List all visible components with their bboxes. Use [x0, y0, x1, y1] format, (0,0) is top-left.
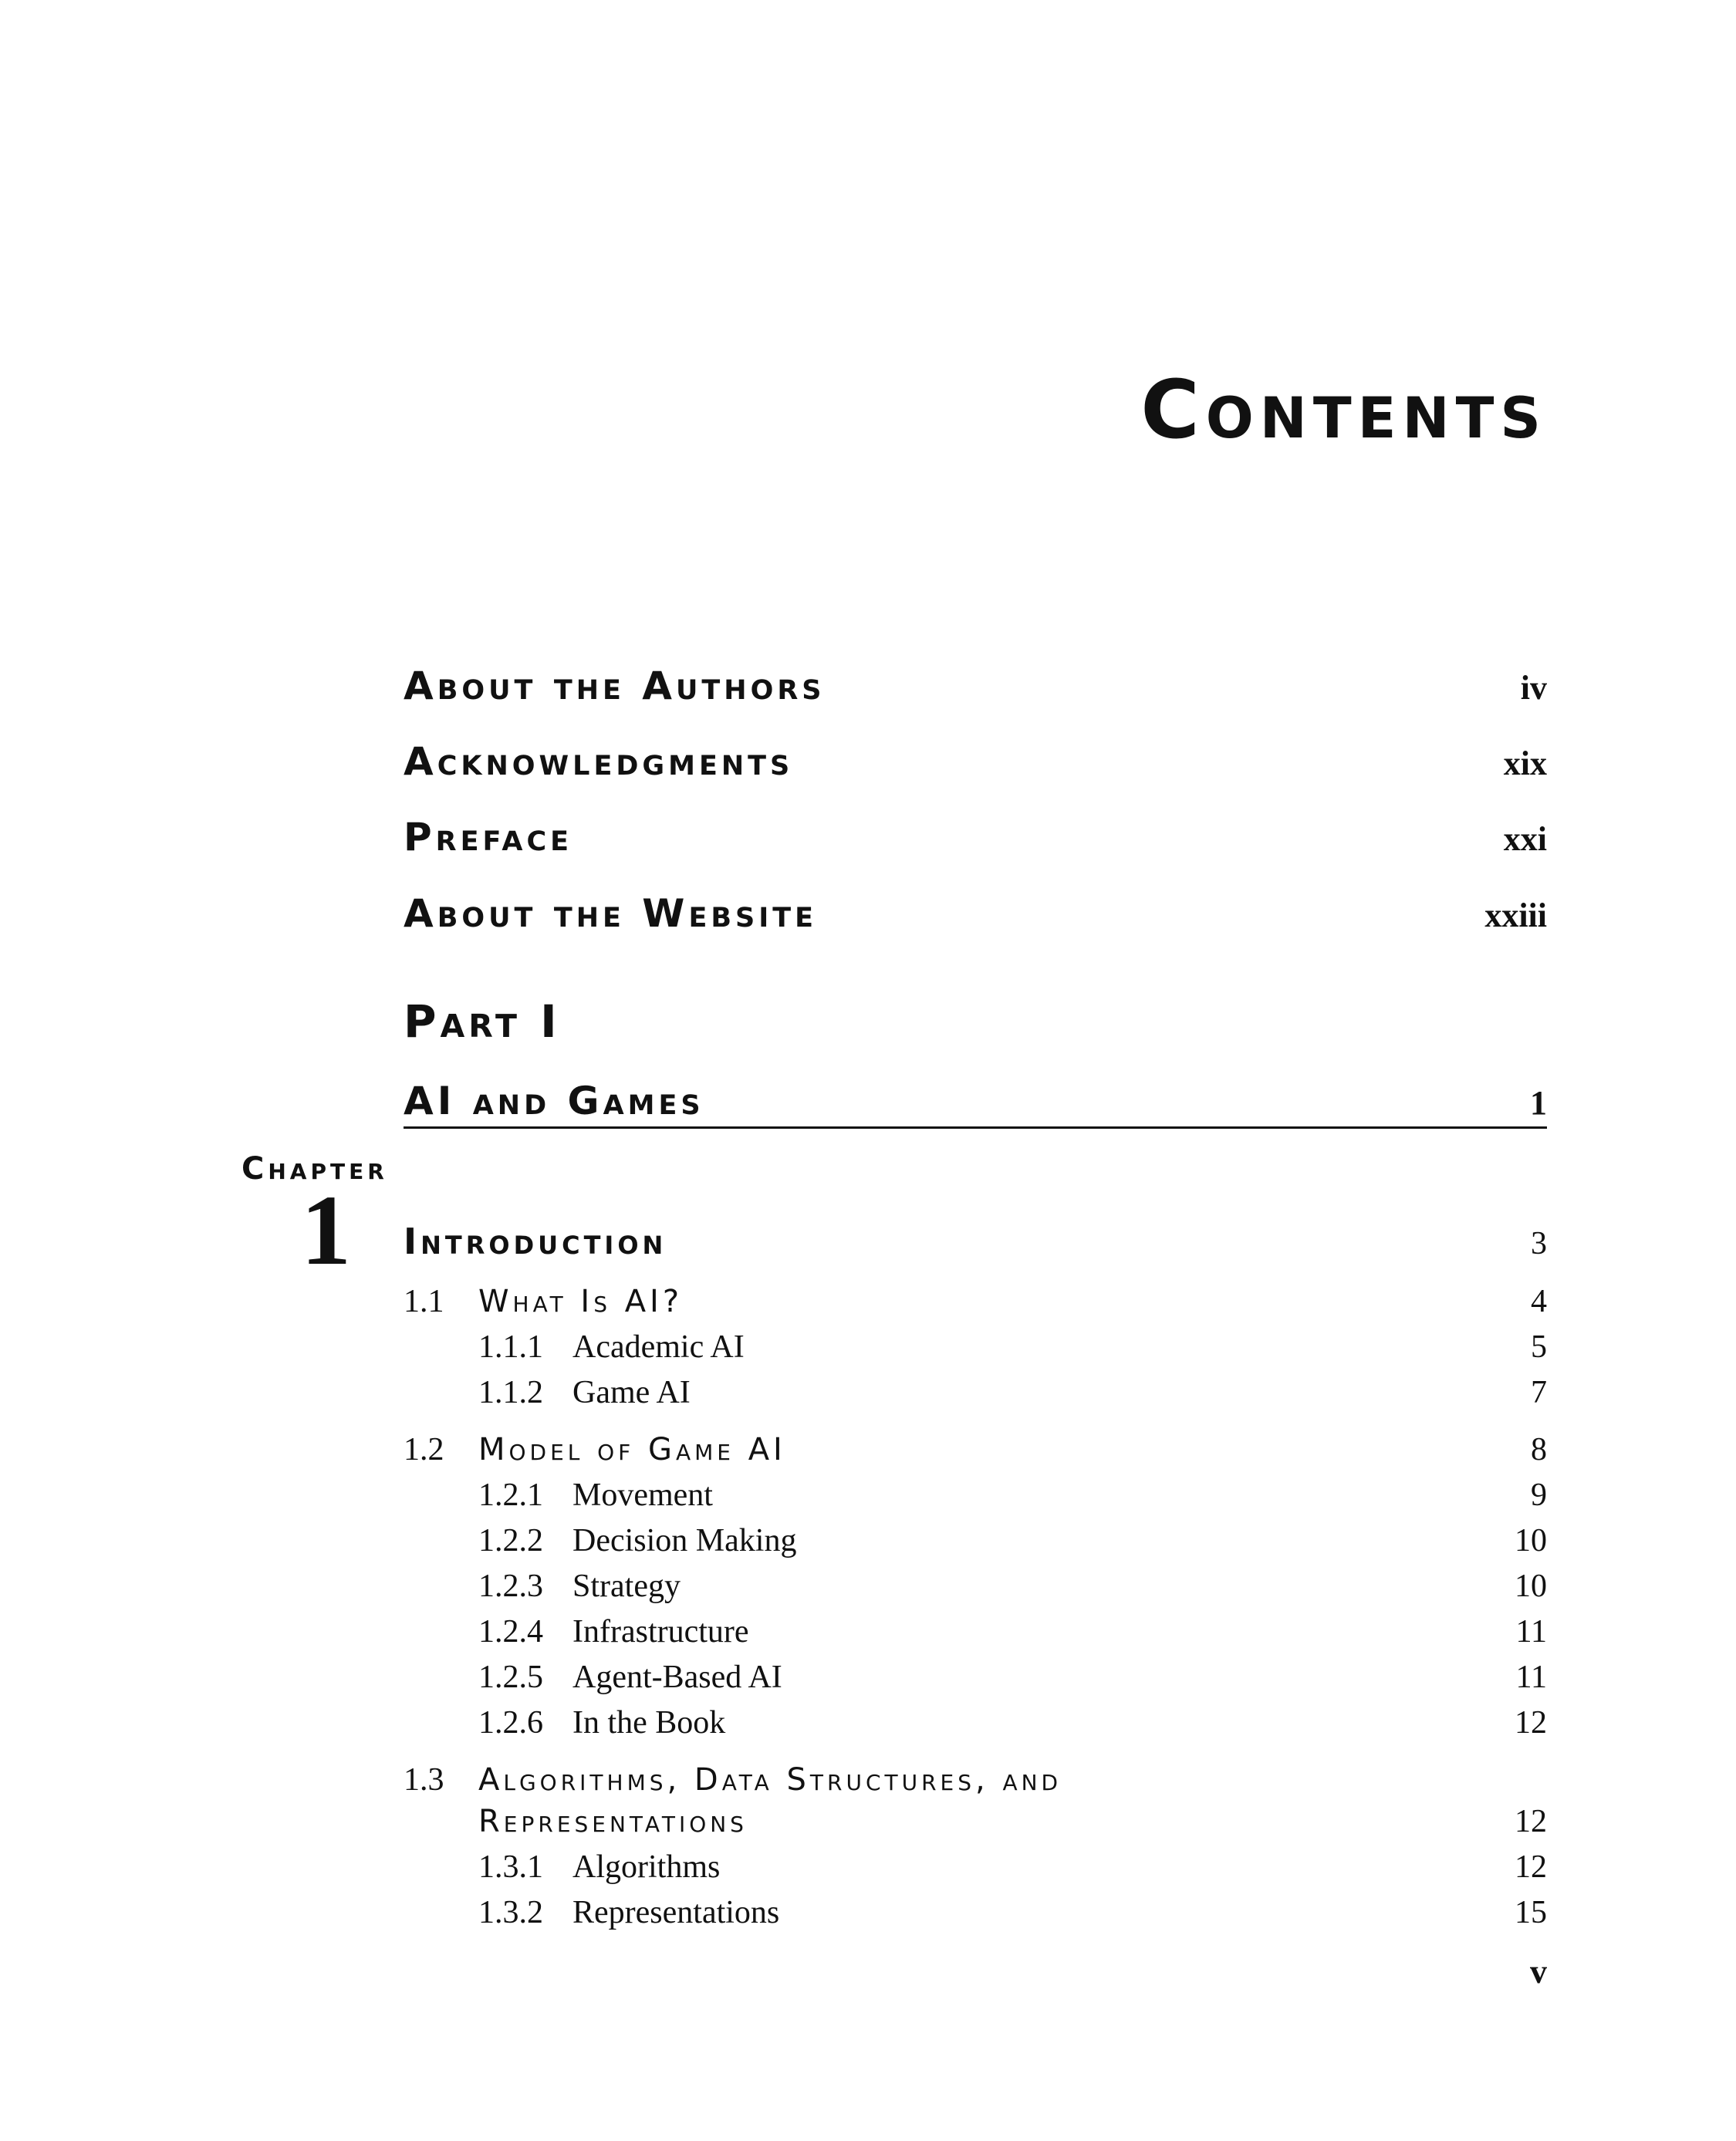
toc-entry-section[interactable] — [404, 1431, 1547, 1474]
subsection-number: 1.2.3 — [478, 1569, 543, 1604]
subsection-number: 1.2.4 — [478, 1614, 543, 1650]
subsection-number: 1.3.2 — [478, 1895, 543, 1930]
subsection-title: Algorithms — [572, 1849, 721, 1885]
section-title: Model of Game AI — [478, 1432, 786, 1467]
part-title: AI and Games — [404, 1079, 704, 1123]
toc-entry-chapter-1[interactable] — [404, 1221, 1547, 1267]
subsection-page: 9 — [1531, 1477, 1547, 1513]
toc-entry-acknowledgments[interactable] — [404, 739, 1547, 785]
toc-entry-subsection[interactable] — [478, 1613, 1547, 1656]
subsection-number: 1.2.2 — [478, 1523, 543, 1558]
toc-entry-label: About the Website — [404, 891, 818, 936]
toc-entry-part-title[interactable] — [404, 1079, 1547, 1125]
toc-entry-preface[interactable] — [404, 815, 1547, 861]
subsection-page: 11 — [1515, 1614, 1547, 1650]
subsection-title: Infrastructure — [572, 1614, 749, 1650]
subsection-page: 15 — [1515, 1895, 1547, 1930]
toc-entry-section[interactable] — [404, 1761, 1547, 1805]
subsection-title: Academic AI — [572, 1329, 745, 1365]
toc-entry-about-authors[interactable] — [404, 664, 1547, 710]
page-folio: v — [1530, 1953, 1547, 1991]
toc-entry-page: iv — [1520, 669, 1547, 707]
toc-entry-section[interactable] — [404, 1283, 1547, 1326]
subsection-page: 12 — [1515, 1705, 1547, 1741]
toc-entry-about-website[interactable] — [404, 891, 1547, 937]
subsection-page: 5 — [1531, 1329, 1547, 1365]
subsection-number: 1.2.1 — [478, 1477, 543, 1513]
chapter-number: 1 — [301, 1175, 351, 1286]
subsection-number: 1.1.2 — [478, 1375, 543, 1410]
subsection-title: Game AI — [572, 1375, 691, 1410]
subsection-title: Representations — [572, 1895, 780, 1930]
subsection-number: 1.2.6 — [478, 1705, 543, 1741]
subsection-number: 1.3.1 — [478, 1849, 543, 1885]
toc-entry-page: xxi — [1503, 820, 1547, 858]
toc-entry-subsection[interactable] — [478, 1522, 1547, 1565]
section-title-line2: Representations — [478, 1804, 748, 1839]
subsection-page: 10 — [1515, 1523, 1547, 1558]
toc-entry-section-continued[interactable] — [404, 1803, 1547, 1846]
toc-entry-page: xix — [1503, 745, 1547, 782]
subsection-page: 10 — [1515, 1569, 1547, 1604]
toc-entry-subsection[interactable] — [478, 1477, 1547, 1520]
subsection-title: Decision Making — [572, 1523, 797, 1558]
section-page: 12 — [1515, 1804, 1547, 1839]
subsection-page: 7 — [1531, 1375, 1547, 1410]
section-page: 4 — [1531, 1284, 1547, 1319]
section-title: What Is AI? — [478, 1284, 684, 1319]
section-number: 1.2 — [404, 1432, 444, 1467]
toc-entry-subsection[interactable] — [478, 1704, 1547, 1748]
toc-entry-label: About the Authors — [404, 664, 826, 708]
part-page: 1 — [1530, 1084, 1547, 1122]
subsection-title: In the Book — [572, 1705, 726, 1741]
toc-entry-label: Preface — [404, 815, 573, 859]
part-divider — [404, 1126, 1547, 1129]
toc-entry-subsection[interactable] — [478, 1849, 1547, 1892]
chapter-label: Chapter — [241, 1151, 388, 1187]
subsection-number: 1.2.5 — [478, 1660, 543, 1695]
section-page: 8 — [1531, 1432, 1547, 1467]
subsection-title: Strategy — [572, 1569, 681, 1604]
toc-entry-label: Acknowledgments — [404, 739, 794, 784]
section-title-line1: Algorithms, Data Structures, and — [478, 1762, 1062, 1798]
subsection-title: Agent-Based AI — [572, 1660, 782, 1695]
subsection-title: Movement — [572, 1477, 713, 1513]
chapter-page: 3 — [1531, 1226, 1547, 1261]
toc-entry-subsection[interactable] — [478, 1894, 1547, 1937]
section-number: 1.1 — [404, 1284, 444, 1319]
toc-entry-subsection[interactable] — [478, 1659, 1547, 1702]
part-label: Part I — [404, 995, 561, 1048]
toc-entry-page: xxiii — [1484, 897, 1547, 934]
toc-entry-subsection[interactable] — [478, 1374, 1547, 1417]
toc-entry-subsection[interactable] — [478, 1329, 1547, 1372]
toc-entry-subsection[interactable] — [478, 1568, 1547, 1611]
section-number: 1.3 — [404, 1762, 444, 1798]
subsection-page: 11 — [1515, 1660, 1547, 1695]
chapter-title: Introduction — [404, 1221, 667, 1262]
subsection-page: 12 — [1515, 1849, 1547, 1885]
subsection-number: 1.1.1 — [478, 1329, 543, 1365]
page-title: Contents — [1140, 363, 1547, 457]
